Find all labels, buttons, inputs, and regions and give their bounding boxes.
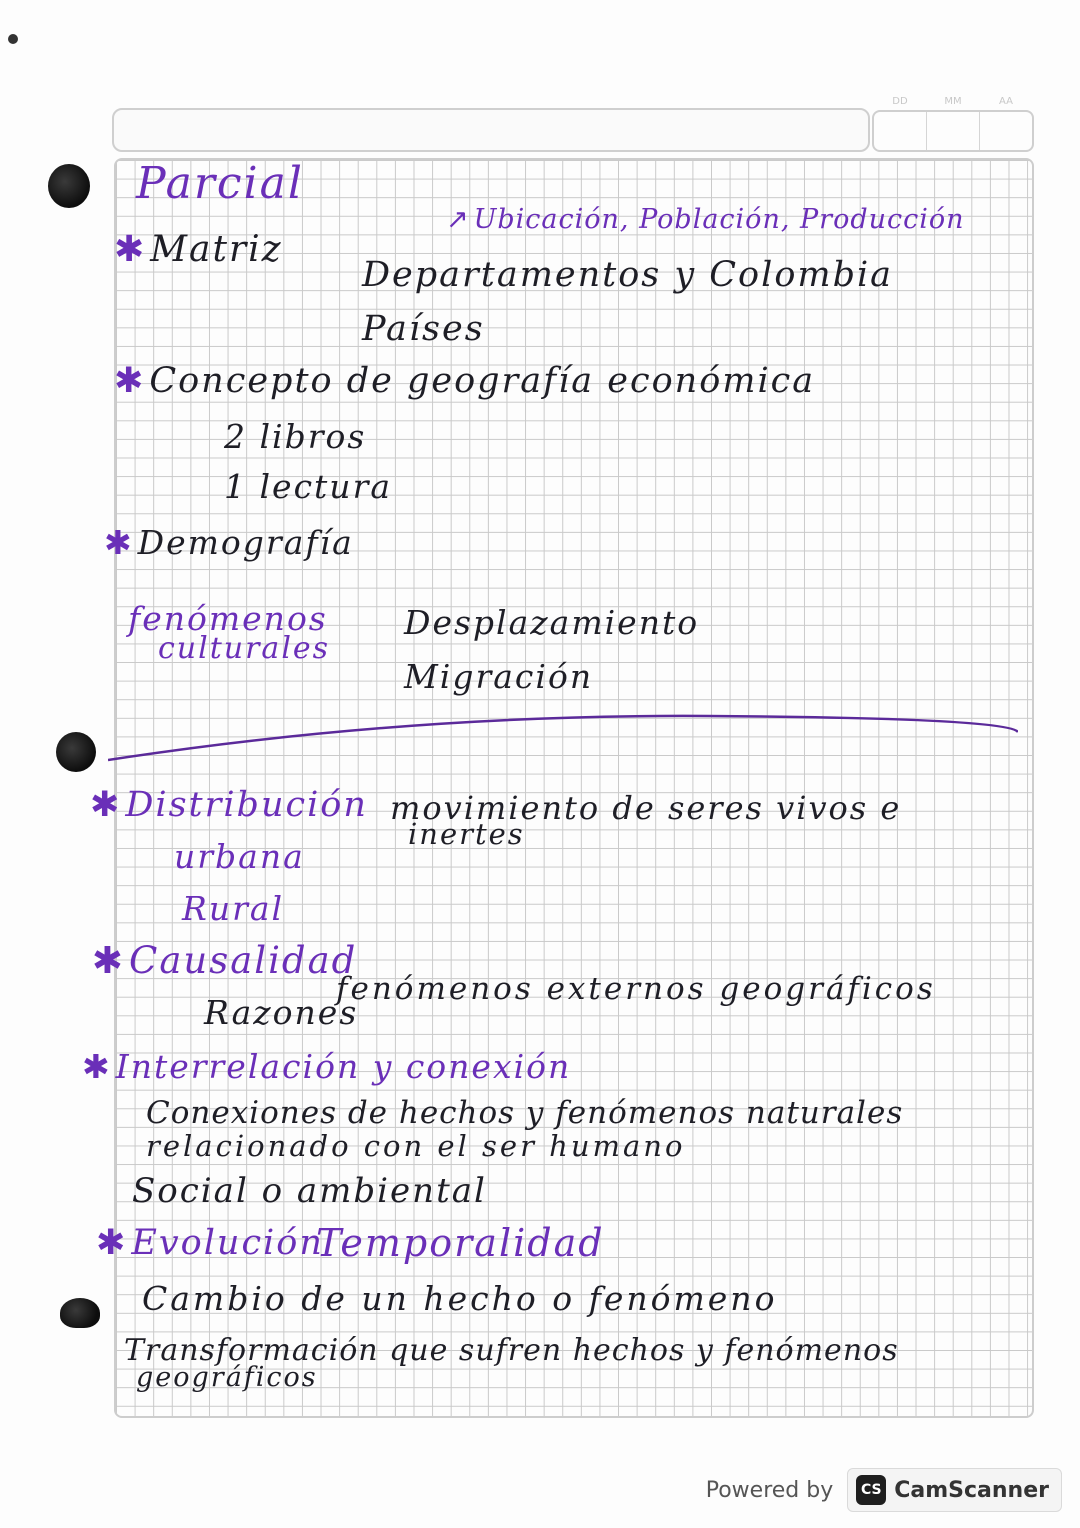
star-icon: ✱ bbox=[114, 361, 146, 401]
note-migracion: Migración bbox=[404, 657, 594, 696]
ink-dot bbox=[8, 34, 18, 44]
star-icon: ✱ bbox=[104, 523, 134, 562]
date-day-label: DD bbox=[892, 96, 908, 107]
date-box bbox=[872, 96, 1034, 152]
date-year-cell bbox=[980, 96, 1032, 150]
note-causalidad bbox=[92, 939, 358, 982]
note-distribucion bbox=[90, 785, 368, 825]
note-relacionado: relacionado con el ser humano bbox=[146, 1129, 686, 1163]
note-rural: Rural bbox=[182, 889, 285, 928]
date-year-label: AA bbox=[999, 96, 1013, 107]
binder-hole-bottom bbox=[60, 1298, 100, 1328]
binder-hole-top bbox=[48, 164, 90, 208]
note-interrelacion-text: Interrelación y conexión bbox=[115, 1047, 572, 1086]
note-demografia-text: Demografía bbox=[137, 523, 354, 562]
title-header-box bbox=[112, 108, 870, 152]
note-geograficos: geográficos bbox=[136, 1362, 318, 1393]
note-matriz-text: Matriz bbox=[150, 229, 283, 270]
star-icon: ✱ bbox=[92, 939, 126, 982]
note-matriz bbox=[114, 229, 283, 270]
note-urbana: urbana bbox=[174, 837, 305, 876]
note-concepto bbox=[114, 361, 816, 401]
note-causalidad-text: Causalidad bbox=[129, 939, 358, 982]
note-movimiento: movimiento de seres vivos e bbox=[390, 789, 902, 827]
note-temporalidad: Temporalidad bbox=[316, 1221, 605, 1265]
note-conexiones: Conexiones de hechos y fenómenos naturales bbox=[146, 1095, 904, 1131]
star-icon: ✱ bbox=[96, 1223, 128, 1263]
note-social: Social o ambiental bbox=[132, 1171, 487, 1211]
note-desplazamiento: Desplazamiento bbox=[404, 603, 700, 642]
note-cambio: Cambio de un hecho o fenómeno bbox=[142, 1279, 778, 1318]
camscanner-footer bbox=[706, 1466, 1062, 1514]
note-title: Parcial bbox=[136, 158, 304, 209]
note-paises: Países bbox=[362, 309, 485, 349]
note-libros: 2 libros bbox=[224, 417, 367, 456]
note-inertes: inertes bbox=[408, 817, 525, 851]
star-icon: ✱ bbox=[82, 1047, 112, 1086]
note-culturales: culturales bbox=[158, 631, 331, 666]
note-ubicacion-text: Ubicación, Población, Producción bbox=[473, 204, 965, 235]
binder-hole-middle bbox=[56, 732, 96, 772]
note-fenomenos: fenómenos bbox=[128, 599, 328, 638]
note-distribucion-text: Distribución bbox=[125, 785, 368, 825]
star-icon: ✱ bbox=[90, 785, 122, 825]
note-fenomenos-externos: fenómenos externos geográficos bbox=[336, 971, 936, 1007]
note-transformacion: Transformación que sufren hechos y fenómenos bbox=[124, 1333, 899, 1368]
note-concepto-text: Concepto de geografía económica bbox=[149, 361, 816, 401]
arrow-icon: ↗ bbox=[446, 204, 470, 235]
note-razones: Razones bbox=[204, 993, 359, 1032]
camscanner-logo-icon: CS bbox=[856, 1475, 886, 1505]
note-evolucion bbox=[96, 1223, 324, 1263]
note-interrelacion bbox=[82, 1047, 572, 1086]
camscanner-brand: CamScanner bbox=[894, 1477, 1049, 1503]
powered-by-text: Powered by bbox=[705, 1477, 834, 1503]
divider-line bbox=[108, 704, 1018, 774]
camscanner-badge bbox=[847, 1468, 1062, 1512]
date-month-label: MM bbox=[944, 96, 962, 107]
note-ubicacion bbox=[446, 206, 965, 233]
note-demografia bbox=[104, 523, 354, 562]
note-lectura: 1 lectura bbox=[224, 467, 393, 506]
star-icon: ✱ bbox=[114, 229, 147, 270]
note-departamentos: Departamentos y Colombia bbox=[362, 255, 894, 295]
note-evolucion-text: Evolución bbox=[131, 1223, 324, 1263]
date-month-cell bbox=[927, 96, 980, 150]
date-day-cell bbox=[874, 96, 927, 150]
